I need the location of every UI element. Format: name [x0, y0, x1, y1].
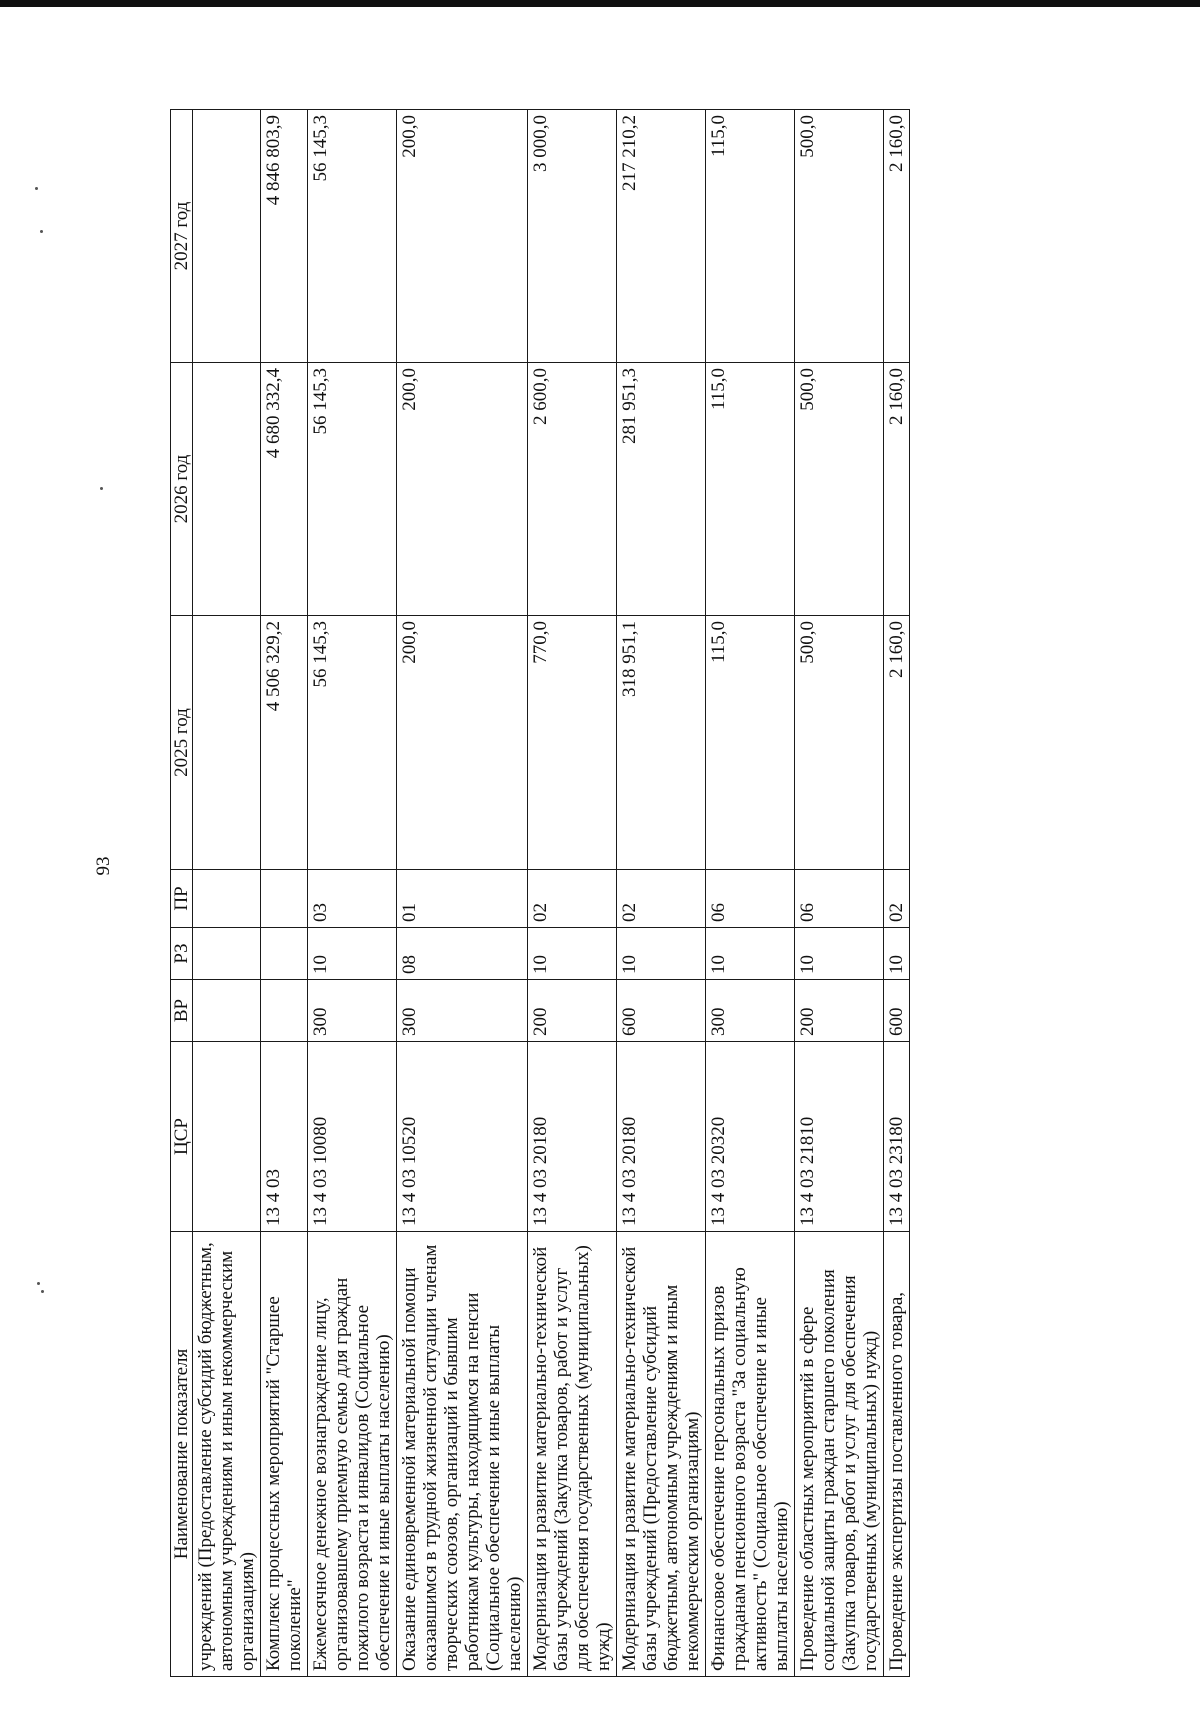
- rotated-page-content: [170, 109, 910, 1677]
- header-2026: 2026 год: [171, 363, 193, 616]
- cell-rz: 10: [308, 928, 397, 980]
- cell-2025: 115,0: [706, 616, 795, 870]
- cell-name: Ежемесячное денежное вознаграждение лицу, организовавшему приемную семью для граждан пожилого возраста и инвалидов (Социальное обеспечение и иные выплаты населению): [308, 1232, 397, 1677]
- cell-2027: 217 210,2: [617, 110, 706, 363]
- cell-name: Комплекс процессных мероприятий "Старшее поколение": [261, 1232, 308, 1677]
- table-header-row: [171, 110, 193, 1677]
- scan-speck: [100, 487, 103, 490]
- scan-top-edge: [0, 0, 1200, 7]
- cell-2027: 115,0: [706, 110, 795, 363]
- cell-csr: 13 4 03 10520: [397, 1042, 528, 1232]
- cell-csr: [193, 1042, 261, 1232]
- cell-csr: 13 4 03: [261, 1042, 308, 1232]
- cell-name: Модернизация и развитие материально-технической базы учреждений (Предоставление субсидий бюджетным, автономным учреждениям и иным некоммерческим организациям): [617, 1232, 706, 1677]
- table-row: [706, 110, 795, 1677]
- cell-2025: [193, 616, 261, 870]
- table-row: [397, 110, 528, 1677]
- cell-rz: 10: [884, 928, 910, 980]
- cell-rz: 10: [795, 928, 884, 980]
- cell-2027: 200,0: [397, 110, 528, 363]
- cell-name: Проведение экспертизы поставленного товара,: [884, 1232, 910, 1677]
- cell-vr: 600: [617, 980, 706, 1042]
- cell-2025: 2 160,0: [884, 616, 910, 870]
- cell-rz: 08: [397, 928, 528, 980]
- cell-2026: 2 600,0: [528, 363, 617, 616]
- cell-csr: 13 4 03 20320: [706, 1042, 795, 1232]
- cell-2027: [193, 110, 261, 363]
- table-row: [528, 110, 617, 1677]
- cell-2027: 56 145,3: [308, 110, 397, 363]
- cell-name: учреждений (Предоставление субсидий бюджетным, автономным учреждениям и иным некоммерческим организациям): [193, 1232, 261, 1677]
- cell-2026: 56 145,3: [308, 363, 397, 616]
- cell-csr: 13 4 03 20180: [528, 1042, 617, 1232]
- cell-2025: 4 506 329,2: [261, 616, 308, 870]
- cell-2026: 200,0: [397, 363, 528, 616]
- cell-vr: [193, 980, 261, 1042]
- cell-pr: 06: [706, 870, 795, 928]
- table-row: [308, 110, 397, 1677]
- header-vr: ВР: [171, 980, 193, 1042]
- header-name: Наименование показателя: [171, 1232, 193, 1677]
- cell-pr: 06: [795, 870, 884, 928]
- table-row: [261, 110, 308, 1677]
- cell-rz: [261, 928, 308, 980]
- cell-2026: 4 680 332,4: [261, 363, 308, 616]
- cell-rz: 10: [617, 928, 706, 980]
- cell-2025: 56 145,3: [308, 616, 397, 870]
- cell-vr: [261, 980, 308, 1042]
- table-row: [795, 110, 884, 1677]
- header-csr: ЦСР: [171, 1042, 193, 1232]
- cell-2027: 3 000,0: [528, 110, 617, 363]
- cell-pr: 01: [397, 870, 528, 928]
- cell-name: Проведение областных мероприятий в сфере социальной защиты граждан старшего поколения (Закупка товаров, работ и услуг для обеспечения государственных (муниципальных) нужд): [795, 1232, 884, 1677]
- cell-csr: 13 4 03 10080: [308, 1042, 397, 1232]
- cell-2026: 2 160,0: [884, 363, 910, 616]
- cell-name: Финансовое обеспечение персональных призов гражданам пенсионного возраста "За социальную активность" (Социальное обеспечение и иные выплаты населению): [706, 1232, 795, 1677]
- cell-pr: 02: [528, 870, 617, 928]
- cell-csr: 13 4 03 20180: [617, 1042, 706, 1232]
- cell-rz: [193, 928, 261, 980]
- table-row: [193, 110, 261, 1677]
- cell-vr: 200: [795, 980, 884, 1042]
- cell-2025: 770,0: [528, 616, 617, 870]
- cell-pr: [193, 870, 261, 928]
- cell-name: Оказание единовременной материальной помощи оказавшимся в трудной жизненной ситуации членам творческих союзов, организаций и бывшим работникам культуры, находящимся на пенсии (Социальное обеспечение и иные выплаты населению): [397, 1232, 528, 1677]
- cell-name: Модернизация и развитие материально-технической базы учреждений (Закупка товаров, работ и услуг для обеспечения государственных (муниципальных) нужд): [528, 1232, 617, 1677]
- cell-2025: 200,0: [397, 616, 528, 870]
- cell-2026: 115,0: [706, 363, 795, 616]
- cell-pr: [261, 870, 308, 928]
- scan-speck: [41, 1290, 44, 1293]
- cell-2025: 500,0: [795, 616, 884, 870]
- cell-2025: 318 951,1: [617, 616, 706, 870]
- header-rz: РЗ: [171, 928, 193, 980]
- cell-csr: 13 4 03 21810: [795, 1042, 884, 1232]
- scan-speck: [40, 230, 43, 233]
- header-2027: 2027 год: [171, 110, 193, 363]
- cell-2027: 4 846 803,9: [261, 110, 308, 363]
- header-pr: ПР: [171, 870, 193, 928]
- cell-2027: 500,0: [795, 110, 884, 363]
- cell-vr: 200: [528, 980, 617, 1042]
- cell-2026: 281 951,3: [617, 363, 706, 616]
- cell-pr: 03: [308, 870, 397, 928]
- table-row: [884, 110, 910, 1677]
- cell-pr: 02: [884, 870, 910, 928]
- cell-vr: 600: [884, 980, 910, 1042]
- cell-pr: 02: [617, 870, 706, 928]
- cell-vr: 300: [308, 980, 397, 1042]
- cell-vr: 300: [706, 980, 795, 1042]
- cell-rz: 10: [528, 928, 617, 980]
- cell-csr: 13 4 03 23180: [884, 1042, 910, 1232]
- cell-2026: [193, 363, 261, 616]
- cell-rz: 10: [706, 928, 795, 980]
- cell-vr: 300: [397, 980, 528, 1042]
- cell-2026: 500,0: [795, 363, 884, 616]
- cell-2027: 2 160,0: [884, 110, 910, 363]
- scan-speck: [35, 187, 38, 190]
- budget-table: [170, 109, 910, 1677]
- table-row: [617, 110, 706, 1677]
- page-number: 93: [93, 856, 114, 876]
- scan-speck: [37, 1282, 40, 1285]
- header-2025: 2025 год: [171, 616, 193, 870]
